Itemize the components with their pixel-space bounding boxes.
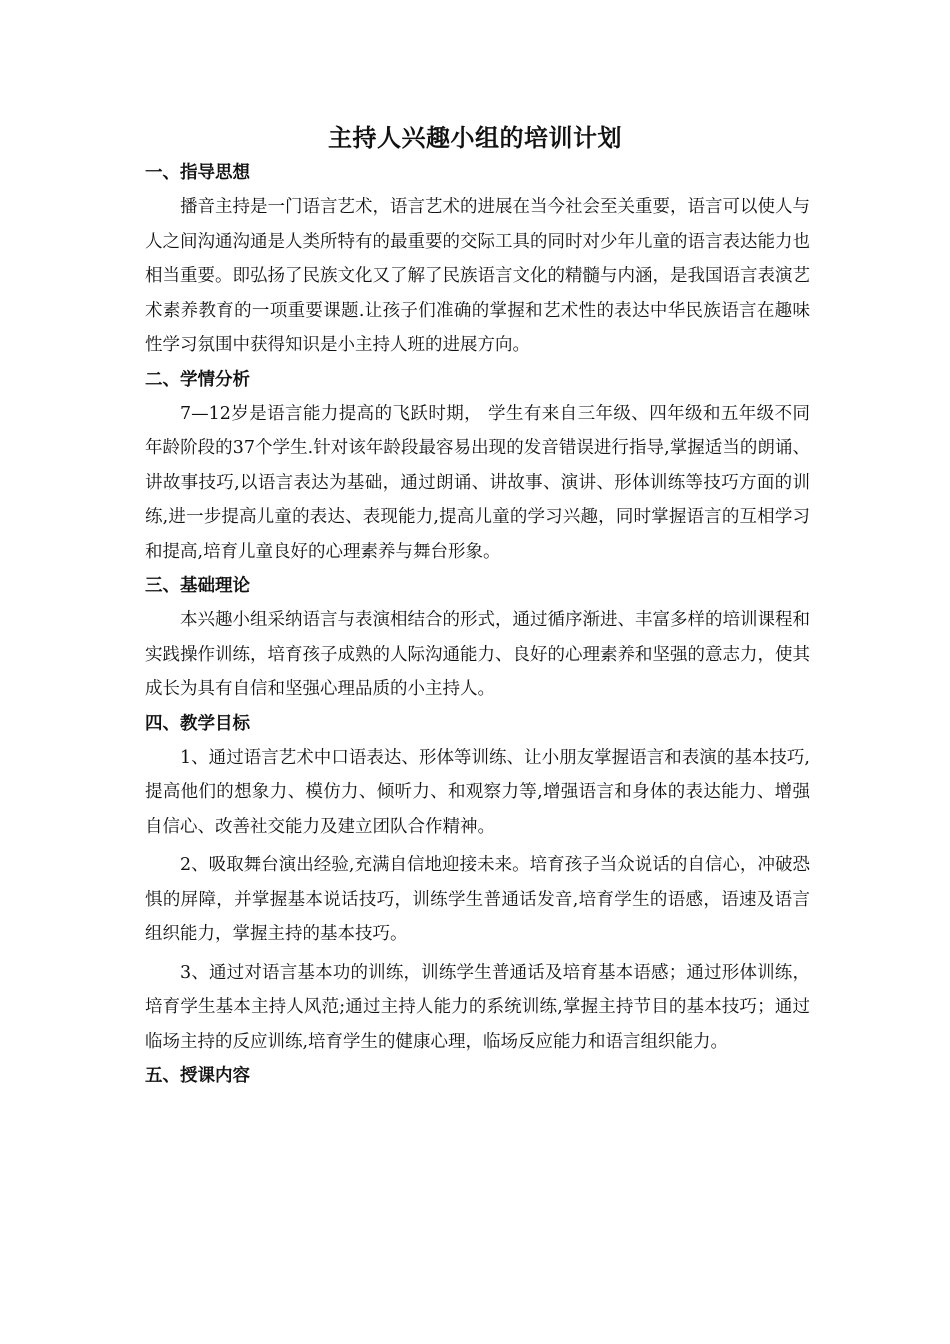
paragraph: 3、通过对语言基本功的训练，训练学生普通话及培育基本语感；通过形体训练，培育学生基本主持人风范;通过主持人能力的系统训练,掌握主持节目的基本技巧；通过临场主持的反应训练,培育学生的健康心理，临场反应能力和语言组织能力。 [145, 962, 810, 1052]
paragraph: 1、通过语言艺术中口语表达、形体等训练、让小朋友掌握语言和表演的基本技巧,提高他们的想象力、模仿力、倾听力、和观察力等,增强语言和身体的表达能力、增强自信心、改善社交能力及建立团队合作精神。 [145, 747, 810, 837]
section-heading: 三、基础理论 [145, 576, 250, 596]
paragraph: 播音主持是一门语言艺术，语言艺术的进展在当今社会至关重要，语言可以使人与人之间沟通沟通是人类所特有的最重要的交际工具的同时对少年儿童的语言表达能力也相当重要。即弘扬了民族文化又了解了民族语言文化的精髓与内涵，是我国语言表演艺术素养教育的一项重要课题.让孩子们准确的掌握和艺术性的表达中华民族语言在趣味性学习氛围中获得知识是小主持人班的进展方向。 [145, 197, 810, 355]
section-guiding-thought [145, 160, 810, 363]
document-title: 主持人兴趣小组的培训计划 [328, 123, 622, 152]
paragraph: 本兴趣小组采纳语言与表演相结合的形式，通过循序渐进、丰富多样的培训课程和实践操作训练，培育孩子成熟的人际沟通能力、良好的心理素养和坚强的意志力，使其成长为具有自信和坚强心理品质的小主持人。 [145, 610, 810, 699]
section-basic-theory [145, 573, 810, 707]
document-body [145, 160, 810, 1093]
paragraph: 2、吸取舞台演出经验,充满自信地迎接未来。培育孩子当众说话的自信心，冲破恐惧的屏障，并掌握基本说话技巧，训练学生普通话发音,培育学生的语感，语速及语言组织能力，掌握主持的基本技巧。 [145, 855, 810, 944]
section-heading: 二、学情分析 [145, 369, 250, 390]
section-heading: 四、教学目标 [145, 713, 250, 734]
section-heading: 一、指导思想 [145, 163, 250, 183]
section-learning-analysis [145, 367, 810, 570]
paragraph: 7—12岁是语言能力提高的飞跃时期， 学生有来自三年级、四年级和五年级不同年龄阶段的37个学生.针对该年龄段最容易出现的发音错误进行指导,掌握适当的朗诵、讲故事技巧,以语言表达为基础，通过朗诵、讲故事、演讲、形体训练等技巧方面的训练,进一步提高儿童的表达、表现能力,提高儿童的学习兴趣，同时掌握语言的互相学习和提高,培育儿童良好的心理素养与舞台形象。 [145, 403, 810, 562]
section-heading: 五、授课内容 [145, 1066, 250, 1086]
section-course-content [145, 1063, 810, 1093]
section-teaching-goals [145, 711, 810, 1060]
